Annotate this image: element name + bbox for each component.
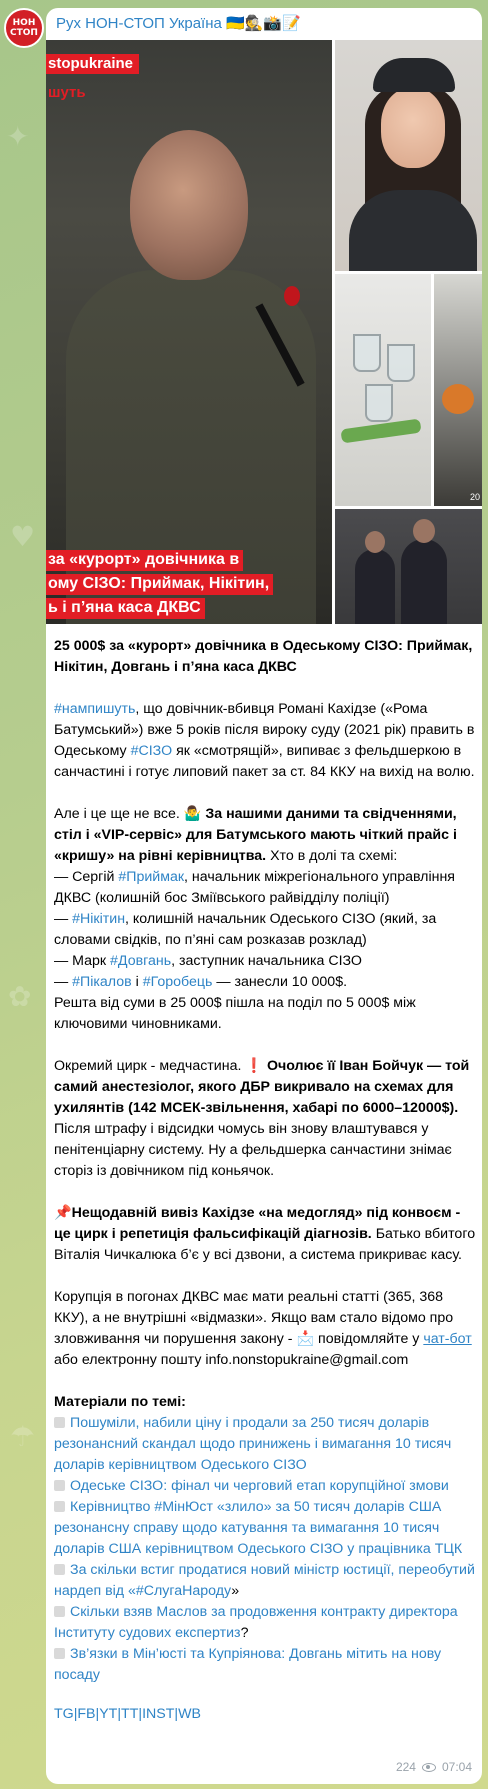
avatar-text: СТОП — [10, 28, 38, 38]
hashtag-link[interactable]: #Пікалов — [72, 974, 132, 990]
social-link-wb[interactable]: WB — [178, 1706, 201, 1722]
message-bubble — [46, 8, 482, 1784]
materials-title: Матеріали по темі: — [54, 1394, 186, 1410]
fruit-shape — [442, 384, 474, 414]
text-span: Після штрафу і відсидки чомусь він знову влаштувався у пенітенціарну систему. Ну а фельдшерка санчастини знімає сторіз із довічником під коньячок. — [54, 1121, 452, 1179]
eye-icon — [422, 1763, 436, 1772]
hashtag-link[interactable]: #нампишуть — [54, 701, 136, 717]
food-photo[interactable] — [434, 274, 482, 506]
message-time: 07:04 — [441, 1760, 472, 1774]
message-footer — [396, 1760, 472, 1774]
paragraph — [54, 699, 478, 783]
hashtag-link[interactable]: #Нікітин — [72, 911, 126, 927]
social-link-fb[interactable]: FB — [77, 1706, 96, 1722]
glasses-photo[interactable] — [335, 274, 431, 506]
text-span: Окремий цирк - медчастина. ❗ — [54, 1058, 267, 1074]
text-span: » — [231, 1583, 240, 1599]
text-span: — Сергій — [54, 869, 119, 885]
main-photo[interactable] — [46, 40, 332, 624]
text-span: , начальник міжрегіонального управління ДКВС (колишній бос Зміївського райвідділу поліції) — [54, 869, 455, 906]
bullet-square-icon — [54, 1501, 65, 1512]
photo-caption-line: ому СІЗО: Приймак, Нікітин, — [46, 574, 273, 595]
paragraph — [54, 804, 478, 1035]
photo-watermark: stopukraine — [46, 54, 139, 74]
material-link[interactable]: Пошуміли, набили ціну і продали за 250 тисяч доларів резонансний скандал щодо принижень і вимагання 10 тисяч доларів керівництвом Одеського СІЗО — [54, 1415, 452, 1473]
photo-figure — [130, 130, 248, 280]
photo-caption — [46, 550, 332, 622]
text-span: ? — [240, 1625, 249, 1641]
photo-figure — [401, 539, 447, 624]
text-span: Але і це ще не все. 🤷‍♂️ — [54, 806, 206, 822]
social-links — [54, 1704, 478, 1725]
channel-avatar[interactable] — [4, 8, 44, 48]
text-span: Батько вбитого Віталія Чичкалюка б’є у всі дзвони, а система прикриває касу. — [54, 1226, 476, 1263]
social-link-tt[interactable]: TT — [121, 1706, 139, 1722]
media-album — [46, 40, 482, 624]
woman-photo[interactable] — [335, 40, 482, 271]
photo-figure — [365, 531, 385, 553]
bullet-square-icon — [54, 1564, 65, 1575]
text-span: — Марк — [54, 953, 111, 969]
text-span: Хто в долі та схемі: — [266, 848, 398, 864]
text-span: Решта від суми в 25 000$ пішла на поділ по 5 000$ між ключовими чиновниками. — [54, 995, 416, 1032]
post-headline: 25 000$ за «курорт» довічника в Одеському СІЗО: Приймак, Нікітин, Довгань і п’яна каса ДКВС — [54, 638, 473, 675]
bold-text: За нашими даними та свідченнями, стіл і «VIP-сервіс» для Батумського мають чіткий прайс і «кришу» на рівні керівництва. — [54, 806, 457, 864]
text-span: — занесли 10 000$. — [212, 974, 348, 990]
microphone — [284, 286, 300, 306]
background-doodle: ☂ — [10, 1420, 36, 1453]
text-span: , що довічник-вбивця Романі Кахідзе («Рома Батумський») вже 5 років після вироку суду (2021 рік) править в Одеському — [54, 701, 475, 759]
social-link-tg[interactable]: TG — [54, 1706, 74, 1722]
post-text — [54, 636, 478, 1746]
bullet-square-icon — [54, 1648, 65, 1659]
vegetable-shape — [340, 419, 421, 444]
text-span: і — [131, 974, 143, 990]
separator: | — [138, 1706, 143, 1722]
hashtag-link[interactable]: #СІЗО — [130, 743, 173, 759]
photo-figure — [381, 88, 445, 168]
hashtag-link[interactable]: #Довгань — [110, 953, 172, 969]
view-count: 224 — [395, 1760, 416, 1774]
background-doodle: ♥ — [10, 520, 36, 553]
text-span: , колишній начальник Одеського СІЗО (який, за словами свідків, по п’яні сам розказав розклад) — [54, 911, 437, 948]
bold-text: Очолює її Іван Бойчук — той самий анестезіолог, якого ДБР викривало на схемах для ухилянтів (142 МСЕК-звільнення, хабарі по 6000–12000$). — [54, 1058, 470, 1116]
material-link[interactable]: Скільки взяв Маслов за продовження контракту директора Інституту судових експертиз — [54, 1604, 458, 1641]
photo-figure — [373, 58, 455, 92]
text-span: , заступник начальника СІЗО — [171, 953, 362, 969]
material-link[interactable]: Одеське СІЗО: фінал чи черговий етап корупційної змови — [70, 1478, 449, 1494]
photo-watermark: шуть — [48, 84, 86, 101]
text-span: — — [54, 911, 73, 927]
separator: | — [117, 1706, 122, 1722]
avatar-text: НОН — [12, 18, 36, 28]
glass-shape — [365, 384, 393, 422]
paragraph — [54, 1203, 478, 1266]
material-link[interactable]: Керівництво #МінЮст «злило» за 50 тисяч доларів США резонансну справу щодо катування та вимагання 10 тисяч доларів США керівництвом Одеського СІЗО у працівника ТЦК — [54, 1499, 463, 1557]
bullet-square-icon — [54, 1480, 65, 1491]
social-link-inst[interactable]: INST — [142, 1706, 175, 1722]
bullet-square-icon — [54, 1606, 65, 1617]
photo-figure — [413, 519, 435, 543]
text-span: або електронну пошту info.nonstopukraine@gmail.com — [54, 1352, 409, 1368]
photo-figure — [355, 549, 395, 624]
hashtag-link[interactable]: #Горобець — [142, 974, 213, 990]
social-link-yt[interactable]: YT — [99, 1706, 118, 1722]
glass-shape — [353, 334, 381, 372]
paragraph — [54, 1287, 478, 1371]
photo-figure — [349, 190, 477, 271]
material-link[interactable]: За скільки встиг продатися новий міністр юстиції, переобутий нардеп від «#СлугаНароду — [54, 1562, 475, 1599]
bullet-square-icon — [54, 1417, 65, 1428]
photo-caption-line: за «курорт» довічника в — [46, 550, 243, 571]
paragraph — [54, 1056, 478, 1182]
channel-title[interactable]: Рух НОН-СТОП Україна 🇺🇦🕵️📸📝 — [56, 15, 301, 32]
separator: | — [174, 1706, 179, 1722]
text-span: як «смотрящій», випиває з фельдшеркою в санчастині і готує липовий пакет за ст. 84 ККУ на вихід на волю. — [54, 743, 475, 780]
photo-caption-line: ь і п’яна каса ДКВС — [46, 598, 205, 619]
hashtag-link[interactable]: #Приймак — [118, 869, 185, 885]
glass-shape — [387, 344, 415, 382]
background-doodle: ✦ — [6, 120, 30, 153]
pin-icon: 📌 — [54, 1205, 72, 1221]
separator: | — [95, 1706, 100, 1722]
chat-bot-link[interactable]: чат-бот — [423, 1331, 472, 1347]
text-span: — — [54, 974, 73, 990]
text-span: Корупція в погонах ДКВС має мати реальні статті (365, 368 ККУ), а не внутрішні «відмазки». Якщо вам стало відомо про зловживання чи порушення закону - 📩 повідомляйте у — [54, 1289, 454, 1347]
background-doodle: ✿ — [8, 980, 32, 1013]
bold-text: Нещодавній вивіз Кахідзе «на медогляд» під конвоєм - це цирк і репетиція фальсифікацій діагнозів. — [54, 1205, 461, 1242]
people-photo[interactable] — [335, 509, 482, 624]
materials-section — [54, 1392, 478, 1686]
material-link[interactable]: Зв’язки в Мін’юсті та Купріянова: Довгань мітить на нову посаду — [54, 1646, 442, 1683]
separator: | — [73, 1706, 78, 1722]
photo-counter: 20 — [469, 492, 480, 502]
